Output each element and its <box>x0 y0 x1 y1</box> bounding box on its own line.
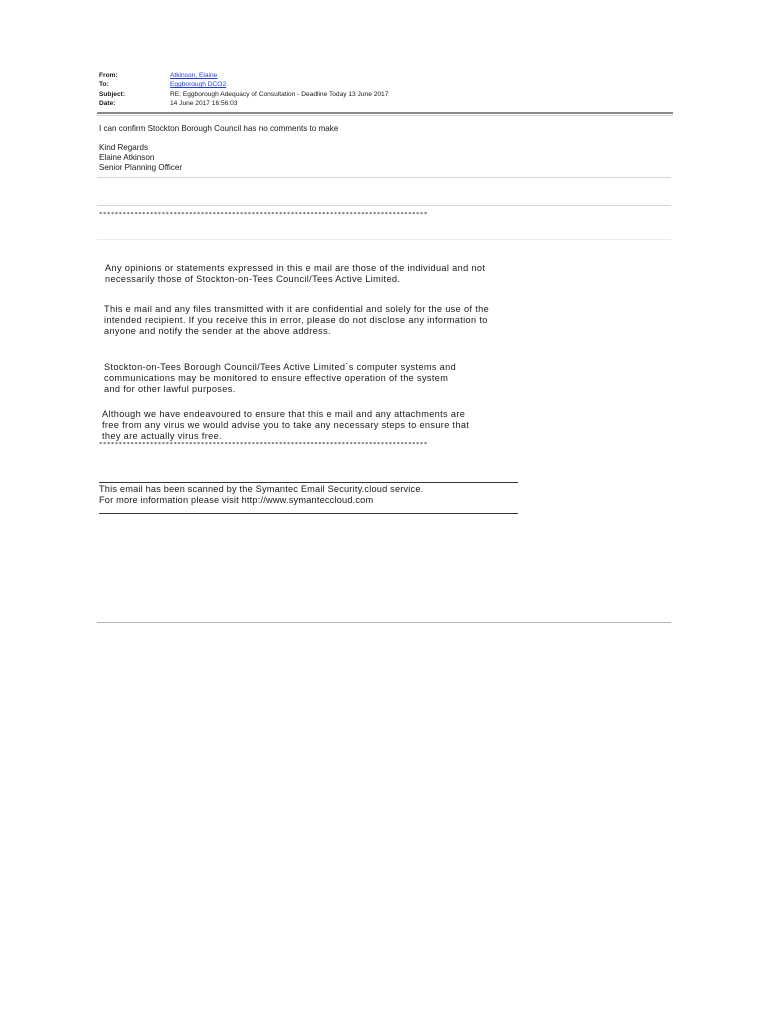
date-label: Date: <box>99 99 116 107</box>
divider <box>97 205 671 206</box>
from-link[interactable]: Atkinson, Elaine <box>170 72 218 79</box>
disclaimer-line: they are actually virus free. <box>102 431 222 441</box>
to-row <box>99 80 674 89</box>
disclaimer-line: and for other lawful purposes. <box>104 384 236 394</box>
subject-row <box>99 90 674 99</box>
date-value: 14 June 2017 16:56:03 <box>170 99 238 107</box>
message-line: I can confirm Stockton Borough Council has no comments to make <box>99 124 339 133</box>
to-value <box>170 80 226 89</box>
disclaimer-line: This e mail and any files transmitted with it are confidential and solely for the use of the <box>104 304 490 314</box>
footer-divider <box>97 622 671 623</box>
subject-label: Subject: <box>99 90 126 98</box>
divider <box>97 239 671 240</box>
signature-greeting: Kind Regards <box>99 143 149 152</box>
from-value <box>170 71 217 80</box>
to-link[interactable]: Eggborough DCO2 <box>170 81 227 89</box>
separator-stars-bottom: ************************************************************************************ <box>99 442 428 448</box>
underline-rule <box>99 482 518 483</box>
to-label: To: <box>99 81 109 89</box>
disclaimer-line: free from any virus we would advise you to take any necessary steps to ensure that <box>102 420 470 430</box>
divider <box>97 177 671 178</box>
disclaimer-line: anyone and notify the sender at the above address. <box>104 326 331 336</box>
header-divider-shadow <box>97 115 673 116</box>
disclaimer-line: communications may be monitored to ensure effective operation of the system <box>104 373 449 383</box>
scan-notice-line: For more information please visit http://www.symanteccloud.com <box>99 495 374 505</box>
disclaimer-line: Although we have endeavoured to ensure that this e mail and any attachments are <box>102 409 466 419</box>
disclaimer-line: necessarily those of Stockton-on-Tees Council/Tees Active Limited. <box>105 274 401 284</box>
date-row <box>99 99 674 108</box>
disclaimer-line: intended recipient. If you receive this in error, please do not disclose any information to <box>104 315 488 325</box>
from-row <box>99 71 674 80</box>
from-label: From: <box>99 72 118 79</box>
scan-notice-line: This email has been scanned by the Symantec Email Security.cloud service. <box>99 484 424 494</box>
disclaimer-line: Stockton-on-Tees Borough Council/Tees Active Limited`s computer systems and <box>104 362 457 372</box>
email-header <box>99 71 674 108</box>
signature-name: Elaine Atkinson <box>99 153 155 162</box>
subject-value: RE: Eggborough Adequacy of Consultation - Deadline Today 13 June 2017 <box>170 90 389 98</box>
signature-title: Senior Planning Officer <box>99 163 183 172</box>
disclaimer-line: Any opinions or statements expressed in this e mail are those of the individual and not <box>105 263 486 273</box>
separator-stars-top: ************************************************************************************ <box>99 212 428 218</box>
underline-rule <box>99 513 518 514</box>
